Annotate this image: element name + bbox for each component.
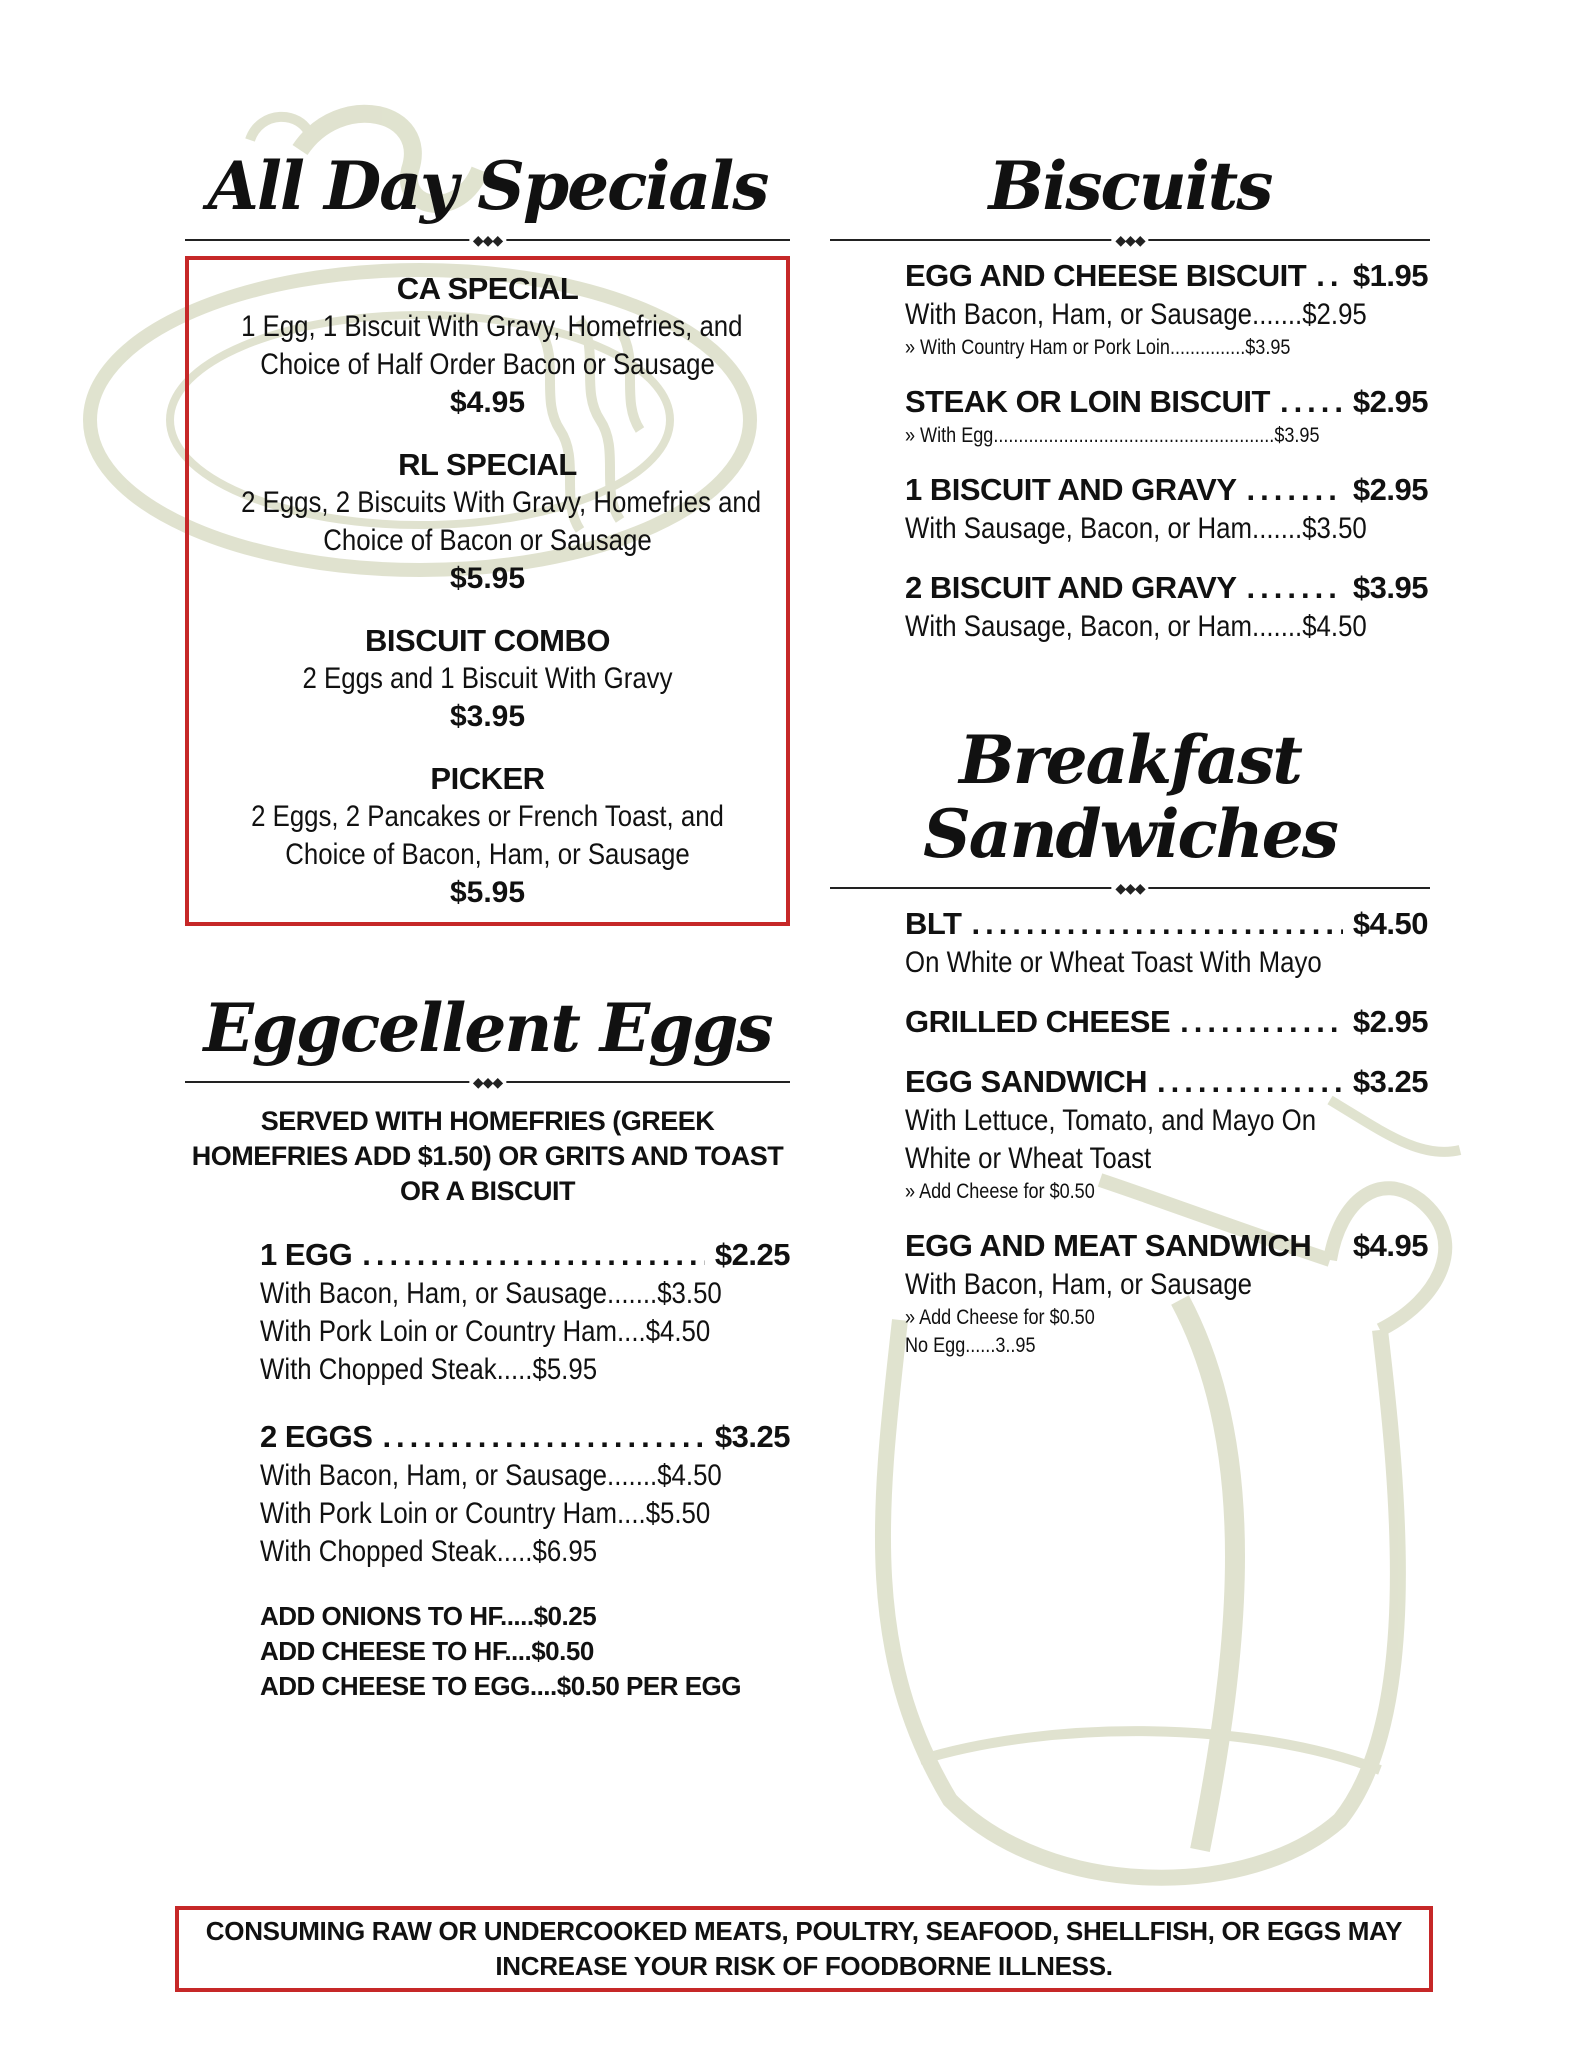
item-price: $1.95 xyxy=(1352,257,1428,293)
dot-leader xyxy=(1280,382,1343,422)
item-option: With Chopped Steak.....$5.95 xyxy=(260,1352,598,1386)
menu-item xyxy=(905,382,1428,450)
served-note-line: SERVED WITH HOMEFRIES (GREEK xyxy=(260,1105,715,1136)
item-price: $4.95 xyxy=(1352,1227,1428,1263)
item-name: 1 BISCUIT AND GRAVY xyxy=(905,471,1237,507)
menu-item xyxy=(905,568,1428,646)
item-price: $2.95 xyxy=(1352,1003,1428,1039)
diamond-ornament-icon: ◆◆◆ xyxy=(469,231,506,249)
item-option: With Bacon, Ham, or Sausage.......$3.50 xyxy=(260,1276,722,1310)
item-name: STEAK OR LOIN BISCUIT xyxy=(905,383,1270,419)
sandwiches-section xyxy=(830,720,1430,1360)
heading-divider xyxy=(830,230,1430,250)
special-price: $3.95 xyxy=(449,699,526,733)
addon-line: ADD CHEESE TO EGG....$0.50 PER EGG xyxy=(260,1670,741,1701)
heading-divider xyxy=(830,878,1430,898)
warning-line: CONSUMING RAW OR UNDERCOOKED MEATS, POULTRY, SEAFOOD, SHELLFISH, OR EGGS MAY xyxy=(205,1916,1403,1946)
special-desc: 2 Eggs, 2 Pancakes or French Toast, and xyxy=(251,799,724,833)
egg-addons xyxy=(260,1599,790,1704)
item-price: $3.25 xyxy=(1352,1063,1428,1099)
biscuits-heading: Biscuits xyxy=(988,147,1272,225)
food-safety-warning xyxy=(175,1906,1433,1992)
item-price: $2.25 xyxy=(714,1236,790,1272)
item-option-small: » With Egg........................................................$3.95 xyxy=(905,423,1320,447)
special-item xyxy=(201,622,774,736)
item-option: With Pork Loin or Country Ham....$4.50 xyxy=(260,1314,711,1348)
item-option: With Bacon, Ham, or Sausage.......$4.50 xyxy=(260,1458,722,1492)
item-price: $3.25 xyxy=(714,1418,790,1454)
dot-leader xyxy=(1180,1002,1343,1042)
item-option: With Sausage, Bacon, or Ham.......$4.50 xyxy=(905,609,1367,643)
dot-leader xyxy=(382,1417,704,1457)
item-option: With Bacon, Ham, or Sausage.......$2.95 xyxy=(905,297,1367,331)
diamond-ornament-icon: ◆◆◆ xyxy=(1111,231,1148,249)
dot-leader xyxy=(362,1235,705,1275)
menu-item xyxy=(905,1226,1428,1360)
item-price: $3.95 xyxy=(1352,569,1428,605)
special-desc: Choice of Half Order Bacon or Sausage xyxy=(260,347,715,381)
special-desc: 2 Eggs, 2 Biscuits With Gravy, Homefries and xyxy=(241,485,762,519)
dot-leader xyxy=(1247,470,1343,510)
special-name: BISCUIT COMBO xyxy=(365,622,610,658)
specials-box xyxy=(185,256,790,926)
special-desc: Choice of Bacon, Ham, or Sausage xyxy=(285,837,690,871)
special-item xyxy=(201,446,774,598)
item-option: With Pork Loin or Country Ham....$5.50 xyxy=(260,1496,711,1530)
dot-leader xyxy=(1316,256,1343,296)
special-desc: Choice of Bacon or Sausage xyxy=(323,523,652,557)
warning-line: INCREASE YOUR RISK OF FOODBORNE ILLNESS. xyxy=(495,1951,1113,1981)
eggs-section xyxy=(185,988,790,1704)
special-item xyxy=(201,760,774,912)
item-option-small: No Egg......3..95 xyxy=(905,1333,1036,1357)
item-price: $2.95 xyxy=(1352,383,1428,419)
heading-divider xyxy=(185,1072,790,1092)
served-with-note xyxy=(185,1104,790,1209)
served-note-line: HOMEFRIES ADD $1.50) OR GRITS AND TOAST xyxy=(191,1140,784,1171)
item-option: With Bacon, Ham, or Sausage xyxy=(905,1267,1253,1301)
special-name: PICKER xyxy=(430,760,545,796)
menu-item xyxy=(905,1002,1428,1042)
item-option-small: » With Country Ham or Pork Loin...............$3.95 xyxy=(905,335,1291,359)
sandwiches-heading-line1: Breakfast xyxy=(959,720,1301,799)
menu-item xyxy=(905,904,1428,982)
item-option: On White or Wheat Toast With Mayo xyxy=(905,945,1322,979)
item-name: EGG AND MEAT SANDWICH xyxy=(905,1227,1312,1263)
special-desc: 1 Egg, 1 Biscuit With Gravy, Homefries, and xyxy=(241,309,743,343)
item-option-small: » Add Cheese for $0.50 xyxy=(905,1179,1095,1203)
item-price: $2.95 xyxy=(1352,471,1428,507)
menu-item xyxy=(260,1417,790,1571)
special-desc: 2 Eggs and 1 Biscuit With Gravy xyxy=(302,661,673,695)
sandwiches-heading-line2: Sandwiches xyxy=(923,794,1337,873)
served-note-line: OR A BISCUIT xyxy=(400,1175,575,1206)
menu-item xyxy=(905,1062,1428,1206)
item-name: 1 EGG xyxy=(260,1236,353,1272)
dot-leader xyxy=(971,904,1342,944)
item-name: BLT xyxy=(905,905,962,941)
heading-divider xyxy=(185,230,790,250)
menu-item xyxy=(905,256,1428,362)
menu-item xyxy=(905,470,1428,548)
menu-item xyxy=(260,1235,790,1389)
diamond-ornament-icon: ◆◆◆ xyxy=(1111,879,1148,897)
special-name: RL SPECIAL xyxy=(398,446,577,482)
item-name: 2 EGGS xyxy=(260,1418,373,1454)
item-name: EGG SANDWICH xyxy=(905,1063,1147,1099)
egg-items xyxy=(185,1235,790,1704)
special-price: $5.95 xyxy=(449,875,526,909)
item-option: With Chopped Steak.....$6.95 xyxy=(260,1534,598,1568)
item-name: EGG AND CHEESE BISCUIT xyxy=(905,257,1307,293)
right-column xyxy=(830,147,1430,1380)
item-option: With Lettuce, Tomato, and Mayo On xyxy=(905,1103,1317,1137)
all-day-specials-heading: All Day Specials xyxy=(207,147,768,225)
item-name: 2 BISCUIT AND GRAVY xyxy=(905,569,1237,605)
special-item xyxy=(201,270,774,422)
eggs-heading: Eggcellent Eggs xyxy=(203,988,772,1067)
item-name: GRILLED CHEESE xyxy=(905,1003,1171,1039)
diamond-ornament-icon: ◆◆◆ xyxy=(469,1073,506,1091)
item-option: White or Wheat Toast xyxy=(905,1141,1152,1175)
item-option: With Sausage, Bacon, or Ham.......$3.50 xyxy=(905,511,1367,545)
special-price: $5.95 xyxy=(449,561,526,595)
addon-line: ADD ONIONS TO HF.....$0.25 xyxy=(260,1600,597,1631)
special-name: CA SPECIAL xyxy=(396,270,579,306)
item-option-small: » Add Cheese for $0.50 xyxy=(905,1305,1095,1329)
dot-leader xyxy=(1157,1062,1343,1102)
sandwich-items xyxy=(830,904,1430,1360)
biscuit-items xyxy=(830,256,1430,646)
addon-line: ADD CHEESE TO HF....$0.50 xyxy=(260,1635,594,1666)
special-price: $4.95 xyxy=(449,385,526,419)
dot-leader xyxy=(1247,568,1343,608)
item-price: $4.50 xyxy=(1352,905,1428,941)
left-column xyxy=(185,147,790,1704)
